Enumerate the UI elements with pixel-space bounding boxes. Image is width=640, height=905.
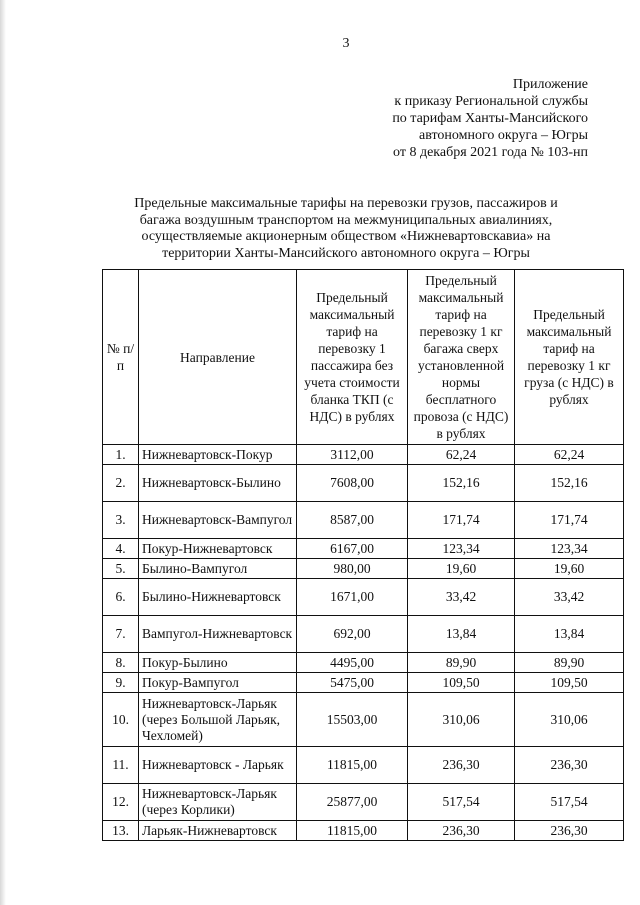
appendix-block xyxy=(392,76,588,161)
row-baggage: 236,30 xyxy=(408,821,515,841)
row-baggage: 517,54 xyxy=(408,784,515,821)
row-passenger: 1671,00 xyxy=(297,579,408,616)
table-row xyxy=(103,747,624,784)
row-route: Былино-Вампугол xyxy=(139,559,297,579)
row-cargo: 123,34 xyxy=(515,539,624,559)
table-row xyxy=(103,445,624,465)
row-route: Нижневартовск - Ларьяк xyxy=(139,747,297,784)
row-cargo: 310,06 xyxy=(515,693,624,747)
row-route: Былино-Нижневартовск xyxy=(139,579,297,616)
row-cargo: 236,30 xyxy=(515,821,624,841)
row-passenger: 7608,00 xyxy=(297,465,408,502)
row-baggage: 123,34 xyxy=(408,539,515,559)
row-cargo: 19,60 xyxy=(515,559,624,579)
title-line: Предельные максимальные тарифы на перевозки грузов, пассажиров и xyxy=(134,196,558,211)
row-passenger: 11815,00 xyxy=(297,821,408,841)
table-row xyxy=(103,579,624,616)
row-num: 8. xyxy=(103,653,139,673)
row-num: 4. xyxy=(103,539,139,559)
header-baggage-tariff: Предельный максимальный тариф на перевозку 1 кг багажа сверх установленной нормы бесплатного провоза (с НДС) в рублях xyxy=(408,270,515,445)
table-row xyxy=(103,502,624,539)
appendix-line: к приказу Региональной службы xyxy=(394,94,588,109)
row-cargo: 89,90 xyxy=(515,653,624,673)
row-baggage: 33,42 xyxy=(408,579,515,616)
table-row xyxy=(103,673,624,693)
row-passenger: 8587,00 xyxy=(297,502,408,539)
row-baggage: 236,30 xyxy=(408,747,515,784)
table-header-row xyxy=(103,270,624,445)
row-route: Нижневартовск-Вампугол xyxy=(139,502,297,539)
row-route: Нижневартовск-Ларьяк (через Большой Ларьяк, Чехломей) xyxy=(139,693,297,747)
appendix-line: автономного округа – Югры xyxy=(419,128,588,143)
row-baggage: 171,74 xyxy=(408,502,515,539)
row-passenger: 3112,00 xyxy=(297,445,408,465)
scan-edge-shadow xyxy=(0,0,6,905)
appendix-line: Приложение xyxy=(512,77,588,92)
row-baggage: 62,24 xyxy=(408,445,515,465)
row-route: Ларьяк-Нижневартовск xyxy=(139,821,297,841)
table-row xyxy=(103,693,624,747)
table-row xyxy=(103,616,624,653)
row-passenger: 25877,00 xyxy=(297,784,408,821)
row-baggage: 89,90 xyxy=(408,653,515,673)
document-title xyxy=(100,196,592,262)
row-cargo: 33,42 xyxy=(515,579,624,616)
row-baggage: 19,60 xyxy=(408,559,515,579)
header-route: Направление xyxy=(139,270,297,445)
page-number: 3 xyxy=(342,36,350,51)
table-row xyxy=(103,465,624,502)
header-cargo-tariff: Предельный максимальный тариф на перевозку 1 кг груза (с НДС) в рублях xyxy=(515,270,624,445)
row-num: 3. xyxy=(103,502,139,539)
header-passenger-tariff: Предельный максимальный тариф на перевозку 1 пассажира без учета стоимости бланка ТКП (с НДС) в рублях xyxy=(297,270,408,445)
row-num: 5. xyxy=(103,559,139,579)
table-row xyxy=(103,784,624,821)
row-route: Покур-Вампугол xyxy=(139,673,297,693)
row-route: Вампугол-Нижневартовск xyxy=(139,616,297,653)
row-cargo: 236,30 xyxy=(515,747,624,784)
title-line: багажа воздушным транспортом на межмуниципальных авиалиниях, xyxy=(139,212,553,228)
row-passenger: 5475,00 xyxy=(297,673,408,693)
row-num: 13. xyxy=(103,821,139,841)
row-passenger: 6167,00 xyxy=(297,539,408,559)
row-baggage: 310,06 xyxy=(408,693,515,747)
row-cargo: 517,54 xyxy=(515,784,624,821)
appendix-line: от 8 декабря 2021 года № 103-нп xyxy=(393,145,588,160)
row-cargo: 62,24 xyxy=(515,445,624,465)
row-num: 12. xyxy=(103,784,139,821)
row-passenger: 980,00 xyxy=(297,559,408,579)
row-baggage: 152,16 xyxy=(408,465,515,502)
row-baggage: 109,50 xyxy=(408,673,515,693)
table-row xyxy=(103,653,624,673)
row-route: Нижневартовск-Былино xyxy=(139,465,297,502)
row-passenger: 692,00 xyxy=(297,616,408,653)
row-num: 2. xyxy=(103,465,139,502)
title-line: территории Ханты-Мансийского автономного округа – Югры xyxy=(162,245,530,261)
header-num: № п/п xyxy=(103,270,139,445)
row-passenger: 4495,00 xyxy=(297,653,408,673)
tariff-table xyxy=(102,269,624,841)
row-cargo: 171,74 xyxy=(515,502,624,539)
table-row xyxy=(103,539,624,559)
row-passenger: 15503,00 xyxy=(297,693,408,747)
row-num: 9. xyxy=(103,673,139,693)
row-num: 11. xyxy=(103,747,139,784)
row-cargo: 13,84 xyxy=(515,616,624,653)
row-cargo: 109,50 xyxy=(515,673,624,693)
row-route: Покур-Былино xyxy=(139,653,297,673)
table-row xyxy=(103,559,624,579)
row-cargo: 152,16 xyxy=(515,465,624,502)
table-row xyxy=(103,821,624,841)
row-num: 6. xyxy=(103,579,139,616)
row-num: 10. xyxy=(103,693,139,747)
row-route: Покур-Нижневартовск xyxy=(139,539,297,559)
row-route: Нижневартовск-Покур xyxy=(139,445,297,465)
row-baggage: 13,84 xyxy=(408,616,515,653)
row-route: Нижневартовск-Ларьяк (через Корлики) xyxy=(139,784,297,821)
appendix-line: по тарифам Ханты-Мансийского xyxy=(392,111,588,126)
row-num: 1. xyxy=(103,445,139,465)
row-passenger: 11815,00 xyxy=(297,747,408,784)
row-num: 7. xyxy=(103,616,139,653)
title-line: осуществляемые акционерным обществом «Нижневартовскавиа» на xyxy=(141,229,551,244)
